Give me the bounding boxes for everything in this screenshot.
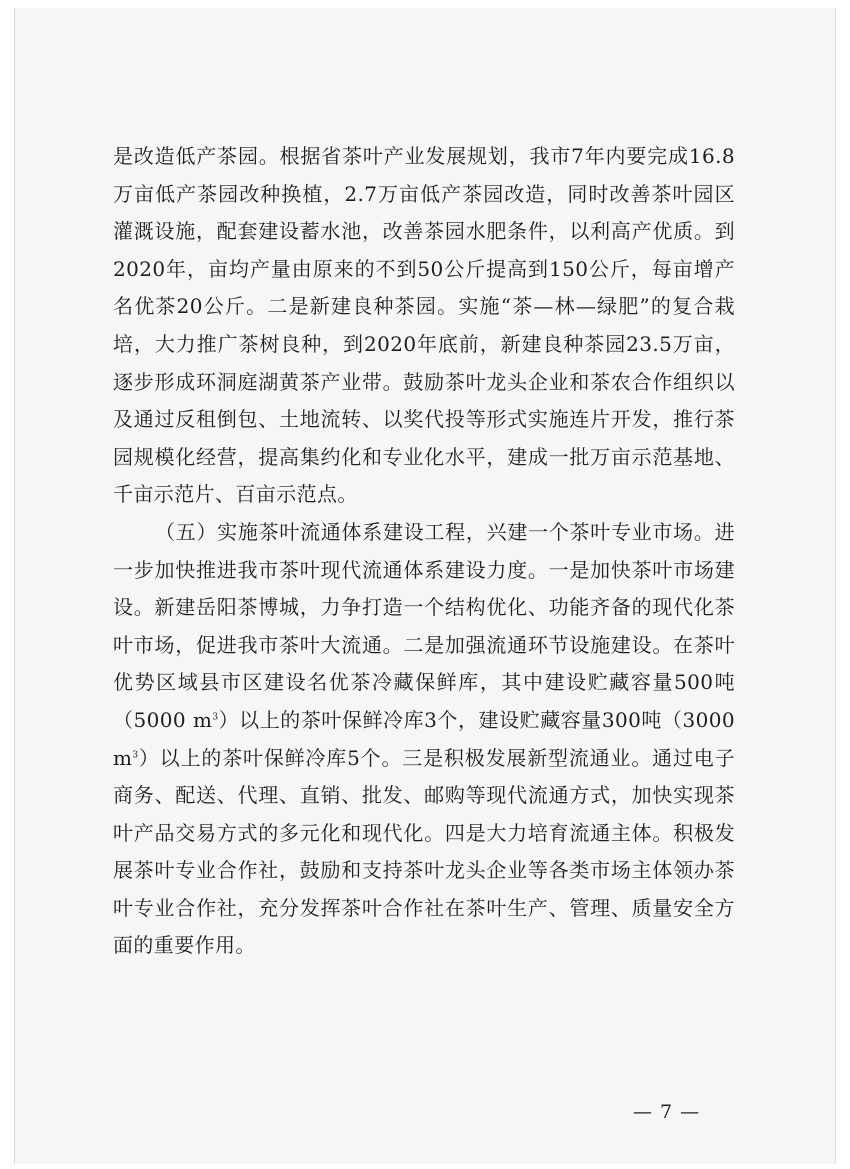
superscript-cubic-1: 3	[212, 712, 219, 723]
paragraph-2-part-b: ）以上的茶叶保鲜冷库3个，建设贮藏容量300吨（3000 m	[113, 707, 735, 770]
paragraph-1: 是改造低产茶园。根据省茶叶产业发展规划，我市7年内要完成16.8万亩低产茶园改种换植，2.7万亩低产茶园改造，同时改善茶叶园区灌溉设施，配套建设蓄水池，改善茶园水肥条件，以利高产优质。到2020年，亩均产量由原来的不到50公斤提高到150公斤，每亩增产名优茶20公斤。二是新建良种茶园。实施“茶—林—绿肥”的复合栽培，大力推广茶树良种，到2020年底前，新建良种茶园23.5万亩，逐步形成环洞庭湖黄茶产业带。鼓励茶叶龙头企业和茶农合作组织以及通过反租倒包、土地流转、以奖代投等形式实施连片开发，推行茶园规模化经营，提高集约化和专业化水平，建成一批万亩示范基地、千亩示范片、百亩示范点。	[113, 144, 735, 507]
document-page	[14, 8, 836, 1164]
paragraph-2	[113, 514, 735, 965]
paragraph-2-part-a: （五）实施茶叶流通体系建设工程，兴建一个茶叶专业市场。进一步加快推进我市茶叶现代流通体系建设力度。一是加快茶叶市场建设。新建岳阳茶博城，力争打造一个结构优化、功能齐备的现代化茶叶市场，促进我市茶叶大流通。二是加强流通环节设施建设。在茶叶优势区域县市区建设名优茶冷藏保鲜库，其中建设贮藏容量500吨（5000 m	[113, 519, 735, 732]
superscript-cubic-2: 3	[132, 749, 139, 760]
page-number: — 7 —	[633, 1101, 701, 1123]
paragraph-2-part-c: ）以上的茶叶保鲜冷库5个。三是积极发展新型流通业。通过电子商务、配送、代理、直销、批发、邮购等现代流通方式，加快实现茶叶产品交易方式的多元化和现代化。四是大力培育流通主体。积极发展茶叶专业合作社，鼓励和支持茶叶龙头企业等各类市场主体领办茶叶专业合作社，充分发挥茶叶合作社在茶叶生产、管理、质量安全方面的重要作用。	[113, 745, 735, 958]
body-text	[113, 138, 735, 965]
